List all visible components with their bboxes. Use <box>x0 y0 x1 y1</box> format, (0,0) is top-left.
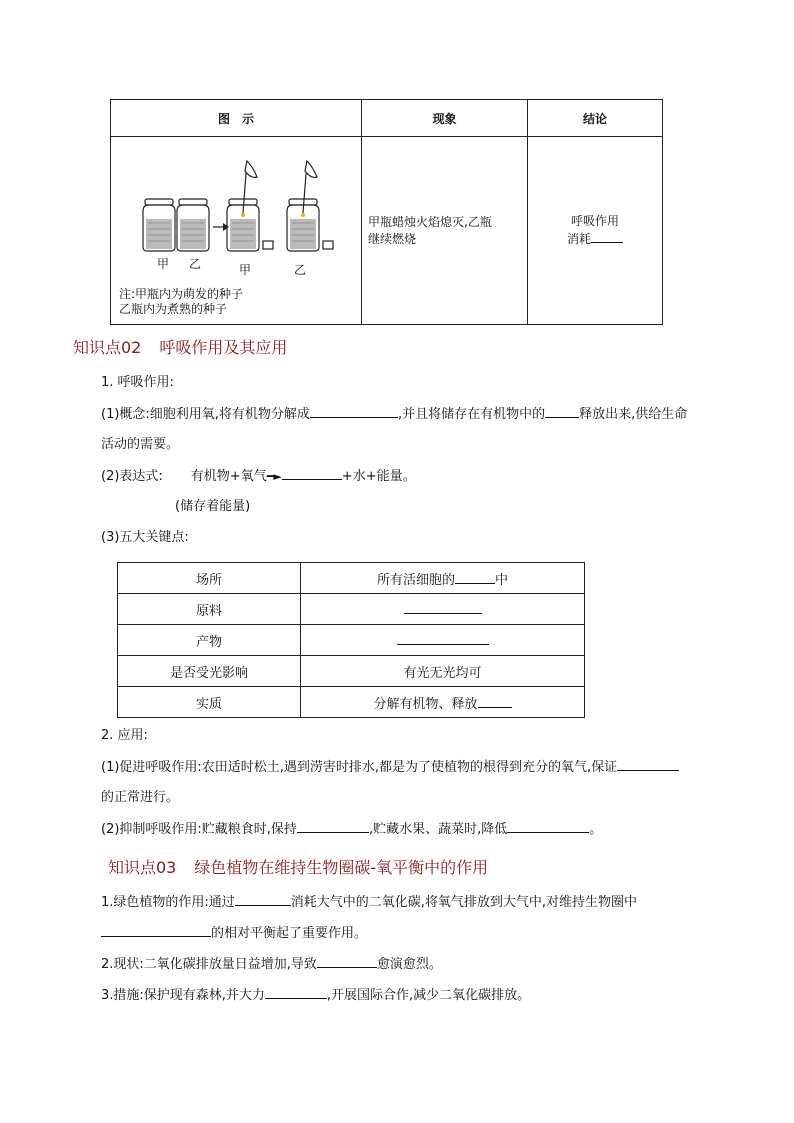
blank <box>397 632 489 645</box>
kp03-line-1 <box>101 893 637 912</box>
arrow-icon: ━► <box>266 470 282 483</box>
kp03-number: 知识点03 <box>108 858 177 877</box>
blank <box>317 955 377 968</box>
conclusion-line1: 呼吸作用 <box>570 214 619 228</box>
table-row <box>118 687 585 718</box>
header-phenomenon: 现象 <box>362 100 528 137</box>
table-key: 场所 <box>118 563 301 594</box>
kp03-text-4a: 3.措施:保护现有森林,并大力 <box>101 988 265 1003</box>
kp03-heading <box>108 855 488 878</box>
kp02-heading <box>73 335 287 358</box>
kp03-text-1a: 1.绿色植物的作用:通过 <box>101 895 235 910</box>
concept-line-2: 活动的需要。 <box>101 437 180 452</box>
figure-label-yi-2: 乙 <box>294 263 307 277</box>
phenomenon-cell <box>362 137 528 325</box>
table-value: 有光无光均可 <box>301 656 585 687</box>
application-1-line <box>101 758 679 777</box>
blank <box>282 467 342 480</box>
expr-label: (2)表达式: <box>101 469 163 484</box>
kp03-text-3a: 2.现状:二氧化碳排放量日益增加,导致 <box>101 957 317 972</box>
phenomenon-line1: 甲瓶蜡烛火焰熄灭,乙瓶 <box>368 214 492 229</box>
figure-label-jia-2: 甲 <box>239 263 252 277</box>
conclusion-line2: 消耗 <box>529 230 661 248</box>
table-value: 所有活细胞的 中 <box>301 563 585 594</box>
table-value <box>301 625 585 656</box>
blank <box>478 695 512 708</box>
blank <box>235 893 291 906</box>
table-row <box>118 625 585 656</box>
phenomenon-line2: 继续燃烧 <box>368 231 417 246</box>
s2-heading: 2. 应用: <box>101 728 148 743</box>
kp03-text-4b: ,开展国际合作,减少二氧化碳排放。 <box>326 988 531 1003</box>
kp03-line-2 <box>101 924 367 943</box>
application-2-line <box>101 820 602 839</box>
s1-heading: 1. 呼吸作用: <box>101 375 174 390</box>
table-key: 实质 <box>118 687 301 718</box>
table-value: 分解有机物、释放 <box>301 687 585 718</box>
kp03-text-2: 的相对平衡起了重要作用。 <box>211 926 368 941</box>
kp03-text-3b: 愈演愈烈。 <box>376 957 442 972</box>
concept-text-b: ,并且将储存在有机物中的 <box>397 407 546 422</box>
table-key: 产物 <box>118 625 301 656</box>
concept-text-c: 释放出来,供给生命 <box>579 407 688 422</box>
blank <box>455 571 495 584</box>
figure-label-yi-1: 乙 <box>189 257 202 271</box>
table-key: 是否受光影响 <box>118 656 301 687</box>
table-key: 原料 <box>118 594 301 625</box>
app2-text-a: (2)抑制呼吸作用:贮藏粮食时,保持 <box>101 822 297 837</box>
blank <box>265 986 327 999</box>
expr-text-b: +水+能量。 <box>341 469 416 484</box>
kp03-line-4 <box>101 986 530 1005</box>
key-points-table <box>117 562 585 718</box>
experiment-table <box>110 99 663 325</box>
blank <box>101 924 211 937</box>
kp02-title: 呼吸作用及其应用 <box>159 338 288 357</box>
figure-note-line1: 注:甲瓶内为萌发的种子 <box>119 287 244 301</box>
kp02-number: 知识点02 <box>73 338 142 357</box>
app2-text-c: 。 <box>589 822 603 837</box>
application-1-line-2: 的正常进行。 <box>101 790 180 805</box>
kp03-title: 绿色植物在维持生物圈碳-氧平衡中的作用 <box>194 858 489 877</box>
figure-label-jia-1: 甲 <box>157 257 170 271</box>
header-conclusion: 结论 <box>528 100 663 137</box>
five-points-heading: (3)五大关键点: <box>101 530 189 545</box>
table-row <box>118 563 585 594</box>
figure-cell <box>111 137 362 325</box>
blank <box>310 405 398 418</box>
app1-text-a: (1)促进呼吸作用:农田适时松土,遇到涝害时排水,都是为了使植物的根得到充分的氧气,保证 <box>101 760 618 775</box>
app2-text-b: ,贮藏水果、蔬菜时,降低 <box>368 822 508 837</box>
conclusion-cell <box>528 137 663 325</box>
kp03-text-1b: 消耗大气中的二氧化碳,将氧气排放到大气中,对维持生物圈中 <box>290 895 638 910</box>
table-value <box>301 594 585 625</box>
blank <box>297 820 369 833</box>
blank <box>545 405 579 418</box>
blank <box>617 758 679 771</box>
blank <box>404 601 482 614</box>
table-row <box>118 594 585 625</box>
header-figure: 图 示 <box>111 100 362 137</box>
blank <box>591 230 623 243</box>
figure-note-line2: 乙瓶内为煮熟的种子 <box>119 302 228 316</box>
blank <box>507 820 589 833</box>
figure-note <box>119 287 243 317</box>
kp03-line-3 <box>101 955 442 974</box>
table-row <box>118 656 585 687</box>
expr-text-a: 有机物+氧气 <box>190 469 267 484</box>
concept-line <box>101 405 687 424</box>
expression-note: (储存着能量) <box>175 499 251 514</box>
expression-line <box>101 467 416 486</box>
concept-text-a: (1)概念:细胞利用氧,将有机物分解成 <box>101 407 310 422</box>
